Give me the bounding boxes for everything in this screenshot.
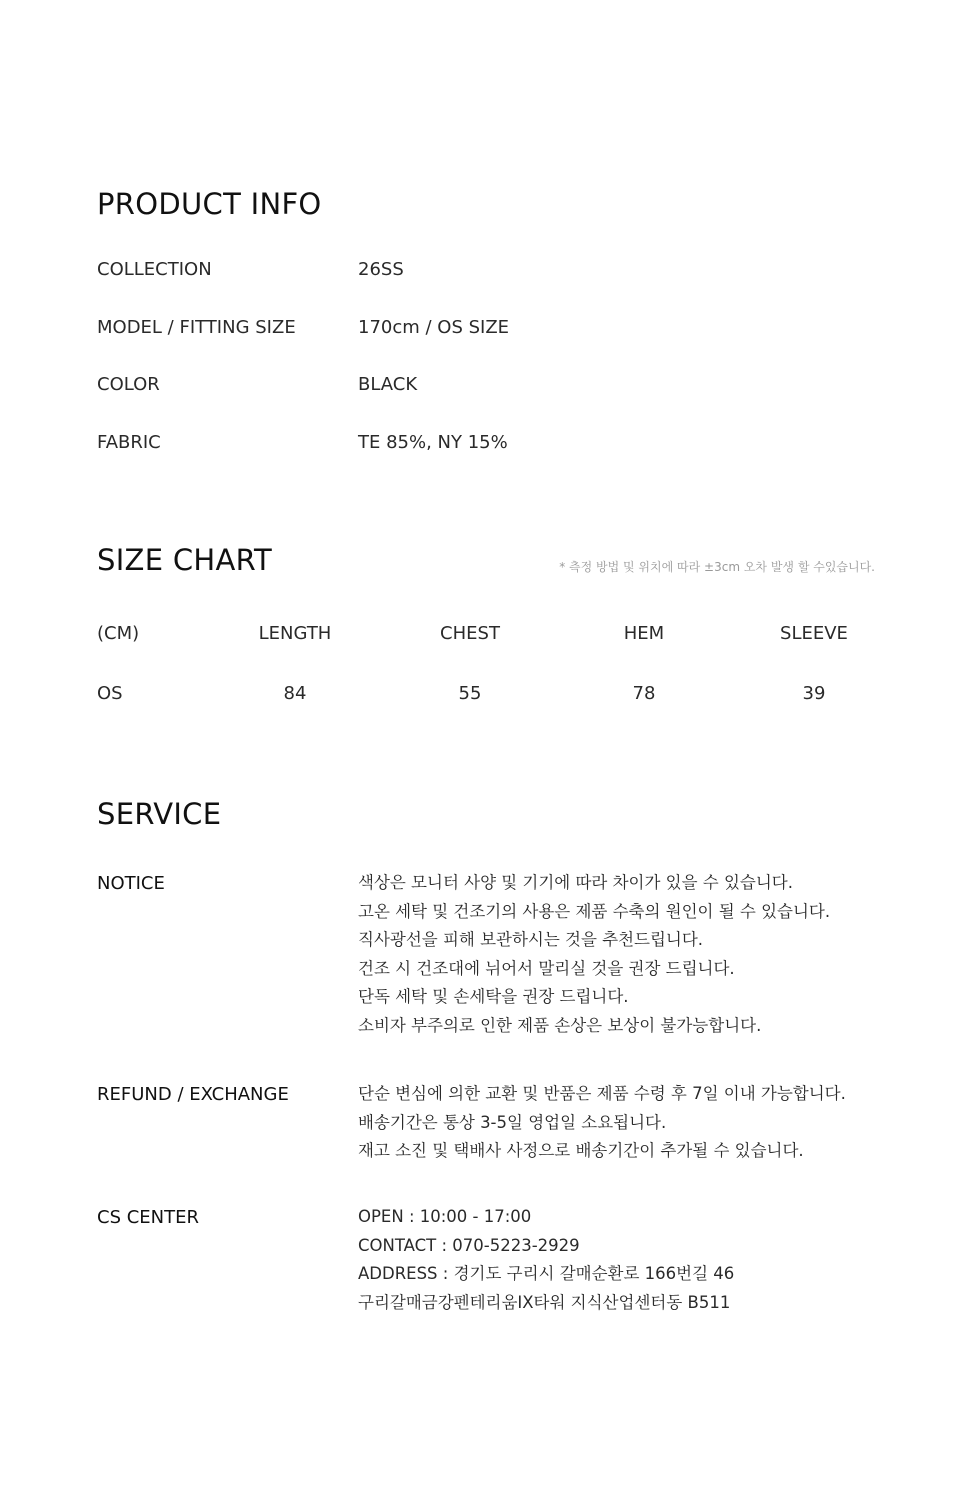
measurement-note: * 측정 방법 및 위치에 따라 ±3cm 오차 발생 할 수있습니다. (559, 560, 875, 574)
cs-center-text (358, 1203, 734, 1317)
cs-address-detail: 구리갈매금강펜테리움IX타워 지식산업센터동 B511 (358, 1292, 731, 1312)
size-length-value: 84 (283, 683, 307, 704)
service-title: SERVICE (97, 797, 222, 831)
size-row-label: OS (97, 683, 123, 704)
model-fitting-size-label: MODEL / FITTING SIZE (97, 317, 296, 338)
notice-line: 직사광선을 피해 보관하시는 것을 추천드립니다. (358, 930, 704, 950)
size-header-unit: (CM) (97, 623, 140, 644)
collection-value: 26SS (358, 259, 404, 280)
size-header-chest: CHEST (440, 623, 500, 644)
cs-contact: CONTACT : 070-5223-2929 (358, 1235, 580, 1255)
model-fitting-size-value: 170cm / OS SIZE (358, 317, 510, 338)
product-info-title: PRODUCT INFO (97, 187, 322, 221)
notice-line: 단독 세탁 및 손세탁을 권장 드립니다. (358, 987, 629, 1007)
size-header-hem: HEM (623, 623, 665, 644)
collection-label: COLLECTION (97, 259, 212, 280)
size-chart-title: SIZE CHART (97, 543, 273, 577)
notice-line: 색상은 모니터 사양 및 기기에 따라 차이가 있을 수 있습니다. (358, 873, 793, 892)
refund-line: 배송기간은 통상 3-5일 영업일 소요됩니다. (358, 1112, 667, 1132)
refund-exchange-label: REFUND / EXCHANGE (97, 1084, 289, 1105)
notice-line: 소비자 부주의로 인한 제품 손상은 보상이 불가능합니다. (358, 1015, 762, 1035)
refund-exchange-text (358, 1080, 846, 1166)
size-header-sleeve: SLEEVE (780, 623, 848, 644)
size-chest-value: 55 (458, 683, 482, 704)
notice-line: 고온 세탁 및 건조기의 사용은 제품 수축의 원인이 될 수 있습니다. (358, 901, 831, 921)
fabric-value: TE 85%, NY 15% (358, 432, 508, 453)
cs-center-label: CS CENTER (97, 1207, 199, 1228)
notice-text (358, 869, 830, 1041)
notice-line: 건조 시 건조대에 뉘어서 말리실 것을 권장 드립니다. (358, 958, 735, 978)
cs-address: ADDRESS : 경기도 구리시 갈매순환로 166번길 46 (358, 1264, 735, 1284)
refund-line: 단순 변심에 의한 교환 및 반품은 제품 수령 후 7일 이내 가능합니다. (358, 1084, 846, 1103)
color-value: BLACK (358, 374, 418, 395)
color-label: COLOR (97, 374, 160, 395)
notice-label: NOTICE (97, 873, 165, 894)
cs-open-hours: OPEN : 10:00 - 17:00 (358, 1207, 532, 1226)
fabric-label: FABRIC (97, 432, 161, 453)
size-sleeve-value: 39 (802, 683, 826, 704)
size-hem-value: 78 (632, 683, 656, 704)
size-header-length: LENGTH (258, 623, 332, 644)
refund-line: 재고 소진 및 택배사 사정으로 배송기간이 추가될 수 있습니다. (358, 1141, 804, 1161)
